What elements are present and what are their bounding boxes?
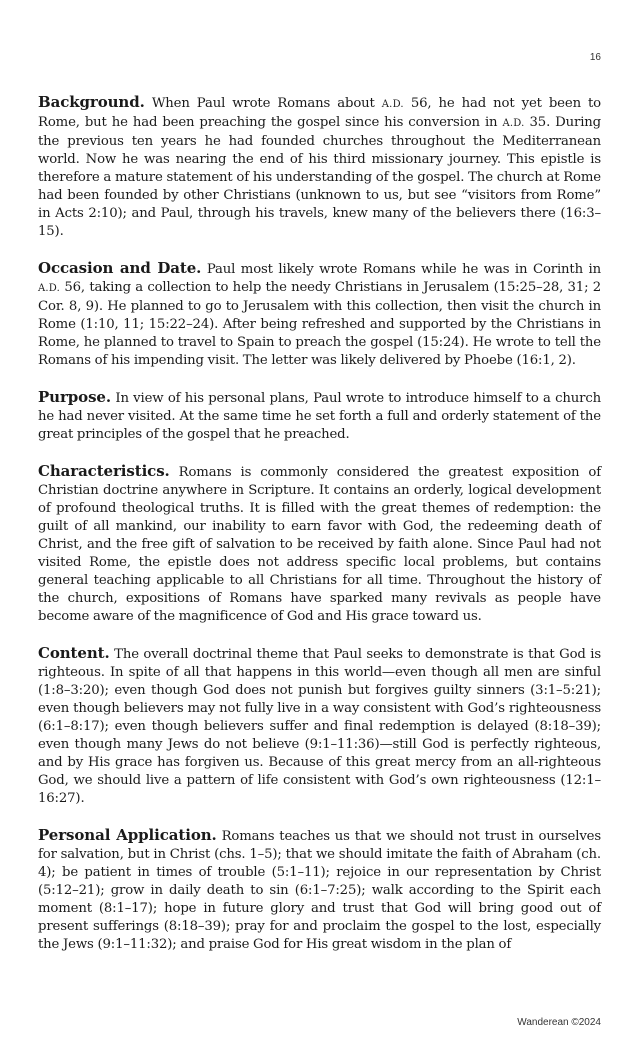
section-occasion-and-date [38,259,601,370]
section-content [38,644,601,808]
section-personal-application [38,826,601,954]
section-text: Romans teaches us that we should not trust in ourselves for salvation, but in Christ (chs. 1–5); that we should imitate the faith of Abraham (ch. 4); be patient in times of trouble (5:1–11); rejoice in our representation by Christ (5:12–21); grow in daily death to sin (6:1–7:25); walk according to the Spirit each moment (8:1–17); hope in future glory and trust that God will bring good out of present sufferings (8:18–39); pray for and proclaim the gospel to the lost, especially the Jews (9:1–11:32); and praise God for His great wisdom in the plan of [38,829,601,952]
section-background [38,93,601,241]
section-characteristics [38,462,601,626]
footer-copyright: Wanderean ©2024 [517,1017,601,1028]
era-abbreviation: A.D. [502,118,525,129]
section-title: Content. [38,644,110,662]
section-text: Romans is commonly considered the greatest exposition of Christian doctrine anywhere in Scripture. It contains an orderly, logical development of profound theological truths. It is filled with the great themes of redemption: the guilt of all mankind, our inability to earn favor with God, the redeeming death of Christ, and the free gift of salvation to be received by faith alone. Since Paul had not visited Rome, the epistle does not address specific local problems, but contains general teaching applicable to all Christians for all time. Throughout the history of the church, expositions of Romans have sparked many revivals as people have become aware of the magnificence of God and His grace toward us. [38,465,601,624]
section-text: When Paul wrote Romans about [151,96,382,111]
section-text: In view of his personal plans, Paul wrote to introduce himself to a church he had never visited. At the same time he set forth a full and orderly statement of the great principles of the gospel that he preached. [38,391,602,442]
section-text: 35. During the previous ten years he had founded churches throughout the Mediterranean world. Now he was nearing the end of his third missionary journey. This epistle is therefore a mature statement of his understanding of the gospel. The church at Rome had been founded by other Christians (unknown to us, but see “visitors from Rome” in Acts 2:10); and Paul, through his travels, knew many of the believers there (16:3–15). [38,115,601,239]
era-abbreviation: A.D. [38,283,61,294]
section-text: Paul most likely wrote Romans while he was in Corinth in [206,262,602,277]
section-title: Personal Application. [38,826,217,844]
section-text: 56, he had not yet been to Rome, but he had been preaching the gospel since his conversion in [38,96,602,130]
document-body [38,93,601,972]
section-title: Characteristics. [38,462,170,480]
section-purpose [38,388,601,444]
section-text: 56, taking a collection to help the needy Christians in Jerusalem (15:25–28, 31; 2 Cor. 8, 9). He planned to go to Jerusalem with this collection, then visit the church in Rome (1:10, 11; 15:22–24). After being refreshed and supported by the Christians in Rome, he planned to travel to Spain to preach the gospel (15:24). He wrote to tell the Romans of his impending visit. The letter was likely delivered by Phoebe (16:1, 2). [38,280,601,368]
section-title: Background. [38,93,145,111]
section-title: Purpose. [38,388,111,406]
section-title: Occasion and Date. [38,259,202,277]
era-abbreviation: A.D. [381,99,404,110]
page-number: 16 [589,52,601,63]
section-text: The overall doctrinal theme that Paul seeks to demonstrate is that God is righteous. In spite of all that happens in this world—even though all men are sinful (1:8–3:20); even though God does not punish but forgives guilty sinners (3:1–5:21); even though believers may not fully live in a way consistent with God’s righteousness (6:1–8:17); even though believers suffer and final redemption is delayed (8:18–39); even though many Jews do not believe (9:1–11:36)—still God is perfectly righteous, and by His grace has forgiven us. Because of this great mercy from an all-righteous God, we should live a pattern of life consistent with God’s own righteousness (12:1–16:27). [38,647,602,806]
